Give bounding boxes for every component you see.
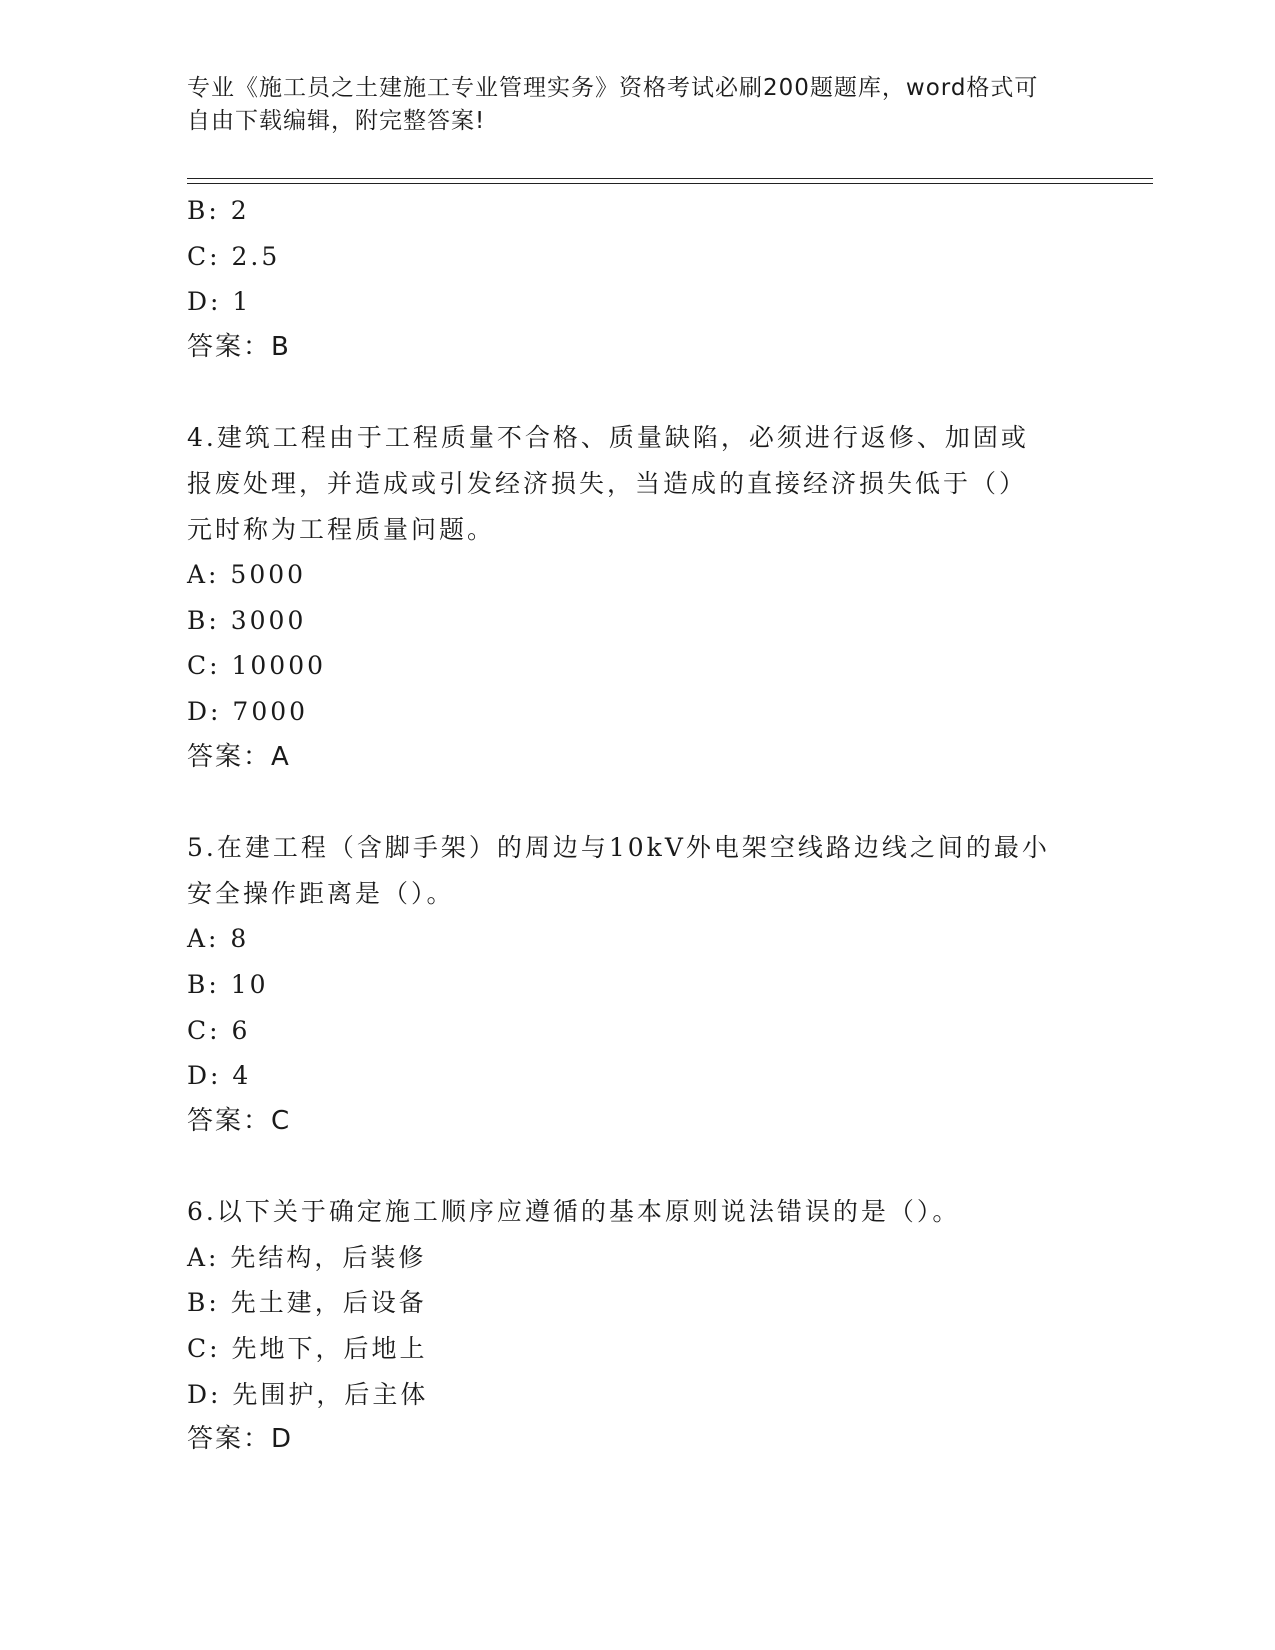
question-text-line: 5.在建工程（含脚手架）的周边与10kV外电架空线路边线之间的最小 xyxy=(187,833,1050,863)
question-4 xyxy=(187,415,1087,780)
option-b: B: 先土建，后设备 xyxy=(187,1288,427,1318)
header-divider xyxy=(187,178,1153,184)
question-6 xyxy=(187,1189,1087,1463)
question-text-line: 报废处理，并造成或引发经济损失，当造成的直接经济损失低于（） xyxy=(187,468,1028,498)
question-3-continued xyxy=(187,188,1087,370)
answer: 答案：C xyxy=(187,1105,292,1136)
answer: 答案：D xyxy=(187,1424,294,1455)
option-d: D: 4 xyxy=(187,1061,252,1091)
option-b: B: 2 xyxy=(187,196,250,225)
answer: 答案：B xyxy=(187,331,291,362)
question-text xyxy=(187,415,1067,552)
answer: 答案：A xyxy=(187,741,291,772)
question-text-line: 4.建筑工程由于工程质量不合格、质量缺陷，必须进行返修、加固或 xyxy=(187,423,1029,453)
question-text-line: 6.以下关于确定施工顺序应遵循的基本原则说法错误的是（）。 xyxy=(187,1197,961,1227)
header-title-line-1: 专业《施工员之土建施工专业管理实务》资格考试必刷200题题库，word格式可 xyxy=(187,75,1039,101)
option-d: D: 7000 xyxy=(187,696,309,726)
option-d: D: 1 xyxy=(187,287,252,317)
option-c: C: 先地下，后地上 xyxy=(187,1334,428,1364)
question-5 xyxy=(187,825,1087,1144)
option-a: A: 8 xyxy=(187,924,250,954)
question-text-line: 元时称为工程质量问题。 xyxy=(187,514,496,544)
option-b: B: 3000 xyxy=(187,605,307,635)
option-a: A: 先结构，后装修 xyxy=(187,1242,427,1272)
option-a: A: 5000 xyxy=(187,560,307,590)
page-header xyxy=(187,72,1087,138)
option-b: B: 10 xyxy=(187,969,269,999)
header-title-line-2: 自由下载编辑，附完整答案! xyxy=(187,108,486,134)
option-c: C: 6 xyxy=(187,1015,251,1045)
document-body xyxy=(187,188,1087,1463)
option-c: C: 10000 xyxy=(187,651,327,681)
question-text xyxy=(187,1189,1067,1235)
option-c: C: 2.5 xyxy=(187,241,281,271)
question-text-line: 安全操作距离是（）。 xyxy=(187,878,455,908)
option-d: D: 先围护，后主体 xyxy=(187,1379,429,1409)
question-text xyxy=(187,825,1067,916)
